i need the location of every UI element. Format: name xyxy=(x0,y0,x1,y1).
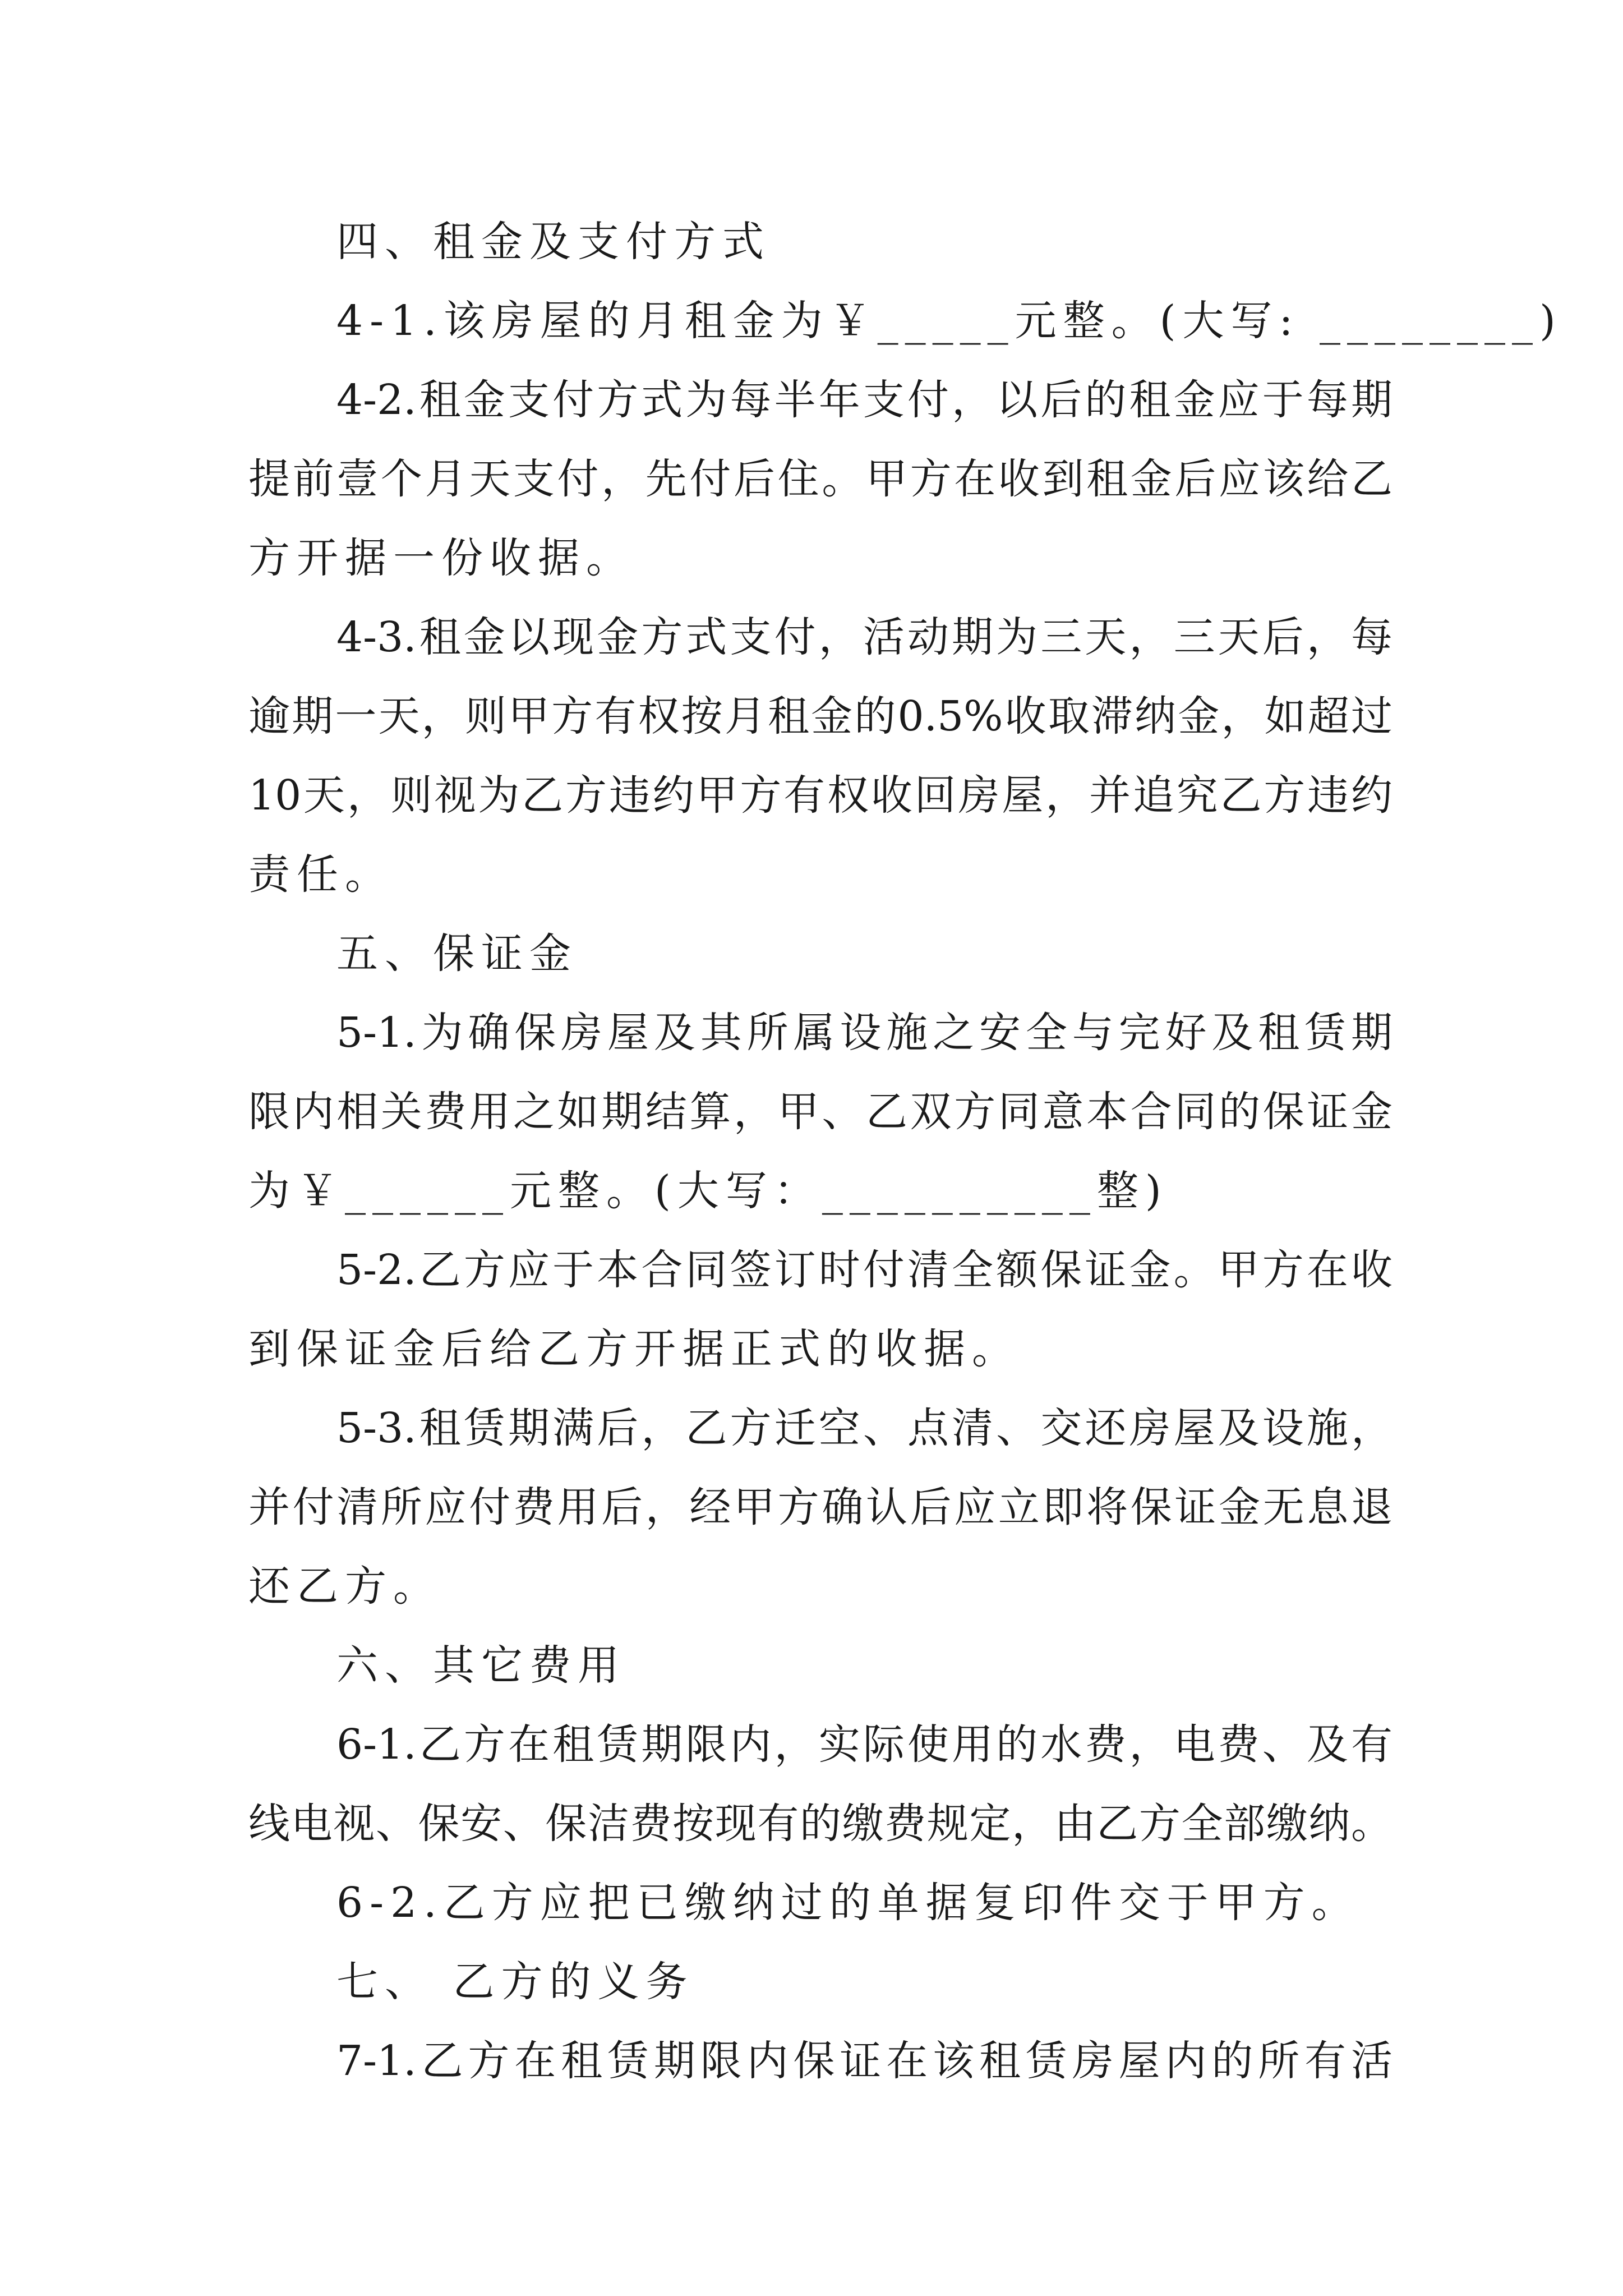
clause-4-3-line-3: 10天，则视为乙方违约甲方有权收回房屋，并追究乙方违约 xyxy=(248,771,1393,820)
clause-7-1-line-1: 7-1.乙方在租赁期限内保证在该租赁房屋内的所有活 xyxy=(336,2037,1393,2085)
clause-6-1-line-2: 线电视、保安、保洁费按现有的缴费规定，由乙方全部缴纳。 xyxy=(248,1800,1393,1848)
clause-4-3-line-1: 4-3.租金以现金方式支付，活动期为三天，三天后，每 xyxy=(336,613,1393,661)
clause-4-1: 4-1.该房屋的月租金为￥_____元整。(大写: ________) xyxy=(336,297,1562,345)
clause-5-3-line-2: 并付清所应付费用后，经甲方确认后应立即将保证金无息退 xyxy=(248,1483,1393,1531)
clause-5-2-line-2: 到保证金后给乙方开据正式的收据。 xyxy=(248,1325,1020,1373)
clause-4-2-line-2: 提前壹个月天支付，先付后住。甲方在收到租金后应该给乙 xyxy=(248,455,1393,503)
clause-5-1-line-1: 5-1.为确保房屋及其所属设施之安全与完好及租赁期 xyxy=(336,1009,1393,1057)
clause-5-3-line-3: 还乙方。 xyxy=(248,1562,441,1611)
section-6-heading: 六、其它费用 xyxy=(336,1641,626,1690)
clause-4-3-line-4: 责任。 xyxy=(248,850,393,899)
section-7-heading: 七、 乙方的义务 xyxy=(336,1958,694,2006)
clause-5-1-line-2: 限内相关费用之如期结算，甲、乙双方同意本合同的保证金 xyxy=(248,1088,1393,1136)
section-4-heading: 四、租金及支付方式 xyxy=(336,218,771,266)
clause-5-1-line-3: 为￥______元整。(大写：__________整) xyxy=(248,1167,1168,1215)
section-5-heading: 五、保证金 xyxy=(336,930,578,978)
clause-6-1-line-1: 6-1.乙方在租赁期限内，实际使用的水费，电费、及有 xyxy=(336,1720,1393,1769)
clause-5-2-line-1: 5-2.乙方应于本合同签订时付清全额保证金。甲方在收 xyxy=(336,1246,1393,1294)
clause-4-3-line-2: 逾期一天，则甲方有权按月租金的0.5%收取滞纳金，如超过 xyxy=(248,692,1393,740)
clause-6-2: 6-2.乙方应把已缴纳过的单据复印件交于甲方。 xyxy=(336,1879,1360,1927)
clause-5-3-line-1: 5-3.租赁期满后，乙方迁空、点清、交还房屋及设施， xyxy=(336,1404,1393,1452)
clause-4-2-line-3: 方开据一份收据。 xyxy=(248,534,634,582)
clause-4-2-line-1: 4-2.租金支付方式为每半年支付，以后的租金应于每期 xyxy=(336,376,1393,424)
